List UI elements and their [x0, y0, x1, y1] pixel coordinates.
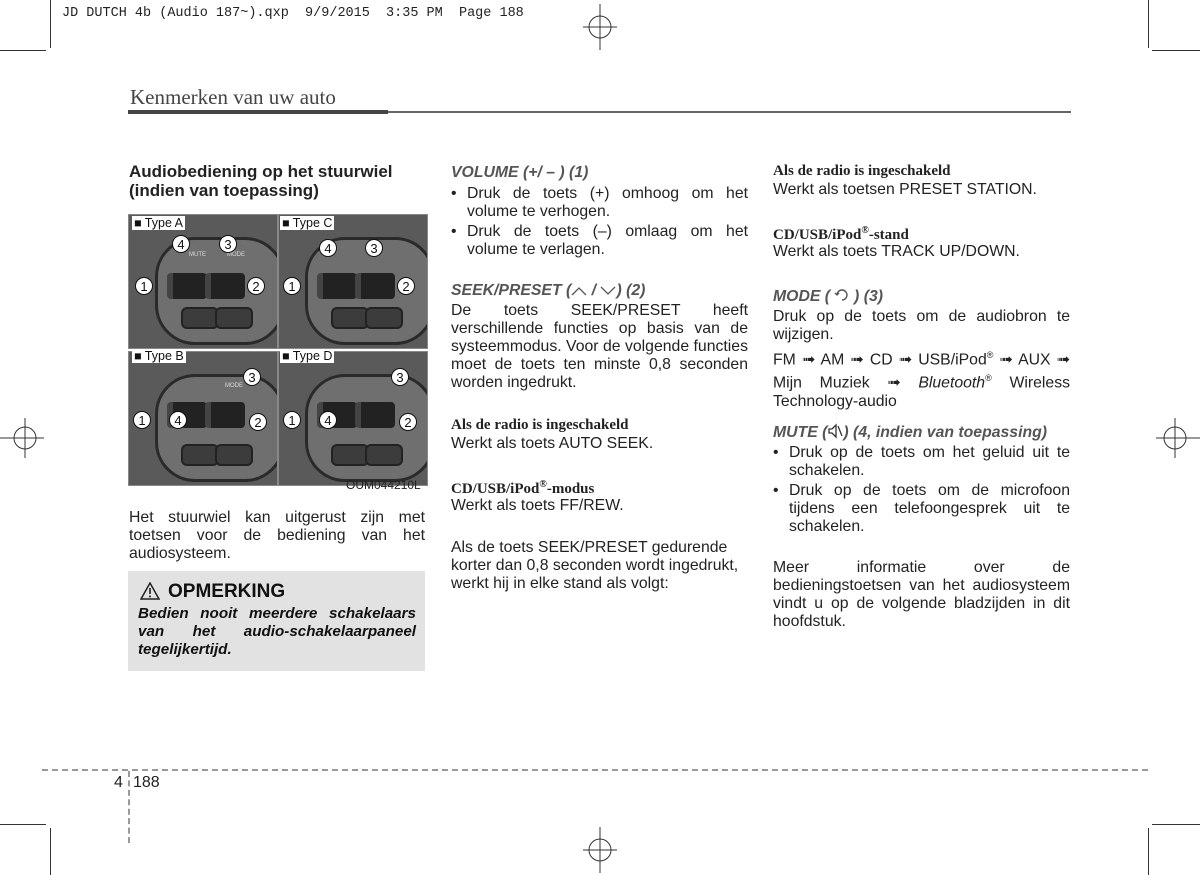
intro-paragraph: Het stuurwiel kan uitgerust zijn met toetsen voor de bediening van het audiosysteem. [129, 509, 425, 562]
right-cd-label: CD/USB/iPod®-stand [773, 225, 909, 243]
panel-type-c [278, 214, 428, 349]
running-title: Kenmerken van uw auto [130, 85, 336, 109]
mode-label: MODE ( ) (3) [773, 288, 884, 305]
volume-wheel [317, 273, 357, 299]
warning-triangle-icon [140, 582, 160, 600]
cd-label: CD/USB/iPod®-modus [451, 479, 595, 497]
callout-2: 2 [247, 277, 265, 295]
seek-paragraph: De toets SEEK/PRESET heeft verschillende functies op basis van de systeemmodus. Voor de volgende functies moet de toets ten minste 0,8 seconden worden ingedrukt. [451, 302, 748, 391]
right-cd-text: Werkt als toets TRACK UP/DOWN. [773, 243, 1020, 260]
type-d-label: ■ Type D [282, 349, 333, 363]
mute-text: MUTE [189, 252, 206, 258]
call-button [181, 307, 219, 329]
header-rule-light [388, 111, 1071, 113]
radio-text: Werkt als toets AUTO SEEK. [451, 435, 654, 452]
volume-wheel [167, 273, 207, 299]
chevron-up-icon [571, 286, 587, 296]
type-c-label: ■ Type C [282, 216, 333, 230]
end-call-button [215, 307, 253, 329]
end-call-button [365, 307, 403, 329]
registration-mark-icon [583, 825, 617, 875]
callout-3: 3 [243, 368, 261, 386]
callout-3: 3 [391, 368, 409, 386]
crop-mark [1148, 828, 1149, 875]
seek-label: SEEK/PRESET ( / ) (2) [451, 282, 646, 299]
type-a-label: ■ Type A [134, 216, 184, 230]
crop-mark [0, 50, 46, 51]
list-item: • Druk de toets (+) omhoog om het volume te verhogen. [451, 185, 748, 221]
volume-label: VOLUME (+/ – ) (1) [451, 164, 589, 181]
callout-4: 4 [169, 411, 187, 429]
mode-text: MODE [225, 383, 243, 389]
footer-dashed-rule [42, 769, 1148, 771]
registration-mark-icon [0, 418, 44, 458]
callout-1: 1 [283, 277, 301, 295]
type-b-label: ■ Type B [134, 349, 184, 363]
header-rule-dark [128, 110, 388, 114]
speaker-mute-icon [827, 423, 843, 439]
note-text: Bedien nooit meerdere schakelaars van het audio-schakelaarpaneel tegelijkertijd. [138, 605, 416, 658]
warning-note [128, 571, 425, 671]
crop-mark [1152, 50, 1200, 51]
callout-3: 3 [365, 239, 383, 257]
registration-mark-icon [583, 2, 617, 52]
seek-wheel [355, 402, 395, 428]
note-title: OPMERKING [168, 581, 286, 602]
chevron-down-icon [600, 286, 616, 296]
short-press-paragraph: Als de toets SEEK/PRESET gedurende korter dan 0,8 seconden wordt ingedrukt, werkt hij in elke stand als volgt: [451, 539, 739, 592]
cd-text: Werkt als toets FF/REW. [451, 497, 624, 514]
end-call-button [365, 444, 403, 466]
callout-1: 1 [283, 411, 301, 429]
callout-1: 1 [135, 277, 153, 295]
call-button [331, 444, 369, 466]
right-radio-text: Werkt als toetsen PRESET STATION. [773, 181, 1037, 198]
panel-type-d [278, 351, 428, 486]
callout-3: 3 [219, 235, 237, 253]
callout-4: 4 [172, 235, 190, 253]
steering-wheel-figure [128, 214, 426, 494]
chapter-number: 4 [114, 774, 123, 791]
seek-wheel [205, 402, 245, 428]
crop-mark [1148, 0, 1149, 48]
call-button [181, 444, 219, 466]
crop-mark [50, 828, 51, 875]
callout-2: 2 [397, 277, 415, 295]
mode-cycle-icon [833, 287, 851, 303]
callout-2: 2 [249, 413, 267, 431]
callout-4: 4 [319, 411, 337, 429]
callout-4: 4 [319, 239, 337, 257]
list-item: • Druk op de toets om het geluid uit te schakelen. [773, 444, 1070, 480]
footer-dashed-divider [128, 771, 130, 843]
list-item: • Druk op de toets om de microfoon tijdens een telefoongesprek uit te schakelen. [773, 482, 1070, 536]
crop-mark [1152, 824, 1200, 825]
crop-mark [50, 0, 51, 48]
seek-wheel [355, 273, 395, 299]
print-header: JD DUTCH 4b (Audio 187~).qxp 9/9/2015 3:35 PM Page 188 [62, 6, 524, 21]
mode-text: MODE [227, 252, 245, 258]
more-info-paragraph: Meer informatie over de bedieningstoetsen van het audiosysteem vindt u op de volgende bladzijden in dit hoofdstuk. [773, 559, 1070, 630]
list-item: • Druk de toets (–) omlaag om het volume te verlagen. [451, 223, 748, 259]
radio-label: Als de radio is ingeschakeld [451, 417, 629, 433]
seek-wheel [205, 273, 245, 299]
figure-code: OUM044210L [346, 478, 421, 492]
call-button [331, 307, 369, 329]
panel-type-b [128, 351, 278, 486]
volume-list [451, 185, 748, 259]
mute-label: MUTE ( ) (4, indien van toepassing) [773, 424, 1048, 441]
registration-mark-icon [1156, 418, 1200, 458]
mute-list [773, 444, 1070, 536]
mode-paragraph: Druk op de toets om de audiobron te wijzigen. [773, 308, 1070, 343]
page-number: 188 [133, 774, 160, 791]
crop-mark [0, 824, 46, 825]
callout-2: 2 [399, 413, 417, 431]
mode-sequence: FM ➟ AM ➟ CD ➟ USB/iPod® ➟ AUX ➟ Mijn Muziek ➟ Bluetooth® Wireless Technology-audio [773, 350, 1071, 410]
callout-1: 1 [133, 411, 151, 429]
right-radio-label: Als de radio is ingeschakeld [773, 163, 951, 179]
section-heading: Audiobediening op het stuurwiel (indien van toepassing) [129, 162, 393, 200]
panel-type-a [128, 214, 278, 349]
end-call-button [215, 444, 253, 466]
